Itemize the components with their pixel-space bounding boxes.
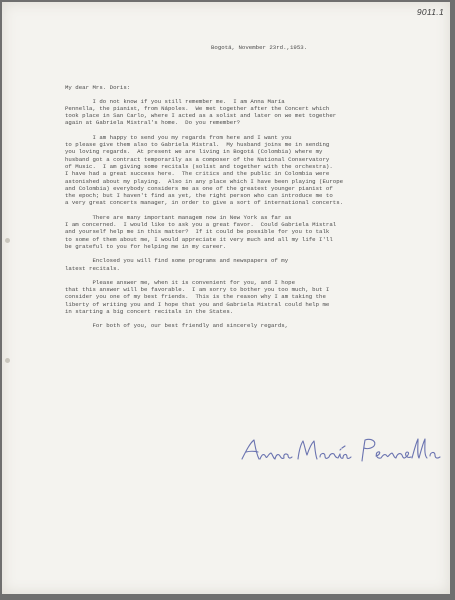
letter-line: latest recitals. [65,264,120,272]
letter-line: I am happy to send you my regards from here and I want you [65,133,292,141]
letter-paragraph [65,134,410,207]
letter-line: to please give them also to Gabriela Mistral. My husband joins me in sending [65,141,330,149]
letter-line: and yourself help me in this matter? If it could be possible for you to talk [65,228,330,236]
letter-line: of Music. I am giving some recitals (solist and together with the orchestra). [65,162,333,170]
letter-line: and Colombia) everybody considers me as one of the greatest younger pianist of [65,184,333,192]
letter-line: Pennella, the pianist, from Nápoles. We met together after the Concert which [65,104,330,112]
letter-page [2,2,450,594]
letter-line: astonished about my playing. Also in any place which I have been playing (Europe [65,177,344,185]
punch-hole [5,238,10,243]
handwritten-signature [240,435,450,467]
letter-line: took place in San Carlo, where I acted as a solist and later on we met together [65,112,337,120]
letter-line: be grateful to you for helping me in my career. [65,242,227,250]
letter-line: again at Gabriela Mistral's home. Do you remember? [65,119,241,127]
letter-line: liberty of writing you and I hope that you and Gabriela Mistral could help me [65,300,330,308]
letter-line: There are many important managem now in New York as far as [65,213,292,221]
letter-line: in starting a big concert recitals in the States. [65,308,234,316]
letter-line: a very great concerts manager, in order to give a sort of international concerts. [65,199,344,207]
archive-mark: 9011.1 [416,7,444,17]
letter-line: you loving regards. At present we are living in Bogotá (Colombia) where my [65,148,323,156]
letter-line: Enclosed you will find some programs and newspapers of my [65,257,289,265]
letter-paragraph [65,257,410,272]
letter-line: I am concerned. I would like to ask you a great favor. Could Gabriela Mistral [65,221,337,229]
punch-hole [5,358,10,363]
letter-paragraph [65,214,410,250]
letter-salutation: My dear Mrs. Doris: [65,84,131,92]
letter-line: I do not know if you still remember me. I am Anna María [65,97,285,105]
letter-line: to some of them about me, I would appreciate it very much and all my life I'll [65,235,333,243]
letter-line: I have had a great success here. The critics and the public in Colombia were [65,170,330,178]
letter-line: the epoch; but I haven't find as yet, the right person who can introduce me to [65,192,333,200]
letter-paragraph [65,98,410,127]
letter-line: husband got a contract temporarily as a composer of the National Conservatory [65,155,330,163]
letter-paragraph [65,322,410,329]
letter-body [65,44,410,330]
letter-line: consider you one of my best friends. This is the reason why I am taking the [65,293,326,301]
letter-dateline: Bogotá, November 23rd.,1953. [211,44,308,51]
letter-line: For both of you, our best friendly and sincerely regards, [65,322,289,330]
letter-line: that this answer will be favorable. I am sorry to bother you too much, but I [65,286,330,294]
letter-line: Please answer me, when it is convenient for you, and I hope [65,278,296,286]
letter-paragraph [65,279,410,315]
letter-paragraphs [65,98,410,330]
